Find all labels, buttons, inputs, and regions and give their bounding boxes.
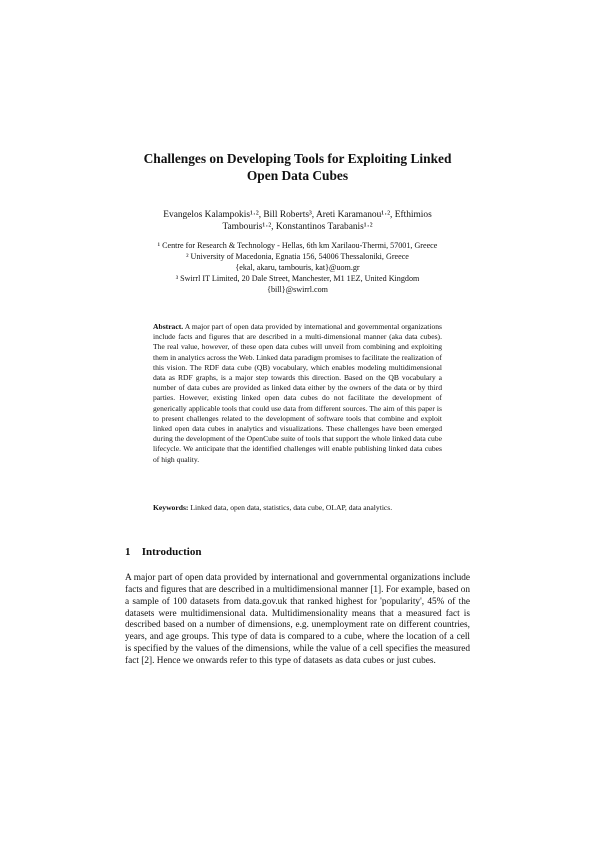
author-list [110,209,485,233]
affiliation-2-emails: {ekal, akaru, tambouris, kat}@uom.gr [235,263,360,272]
keywords-label: Keywords: [153,503,189,512]
affiliation-list [100,240,495,295]
section-paragraph: A major part of open data provided by international and governmental organizations include facts and figures that are described in a multidimensional manner [1]. For example, based on a sample of 100 datasets from data.gov.uk that ranked highest for 'popularity', 45% of the datasets were multidimensional data. Multidimensionality means that a measured fact is described based on a number of dimensions, e.g. unemployment rate on different countries, years, and age groups. This type of data is compared to a cube, where the location of a cell is specified by the values of the dimensions, while the value of a cell specifies the measured fact [2]. Hence we onwards refer to this type of datasets as data cubes or just cubes. [125,573,470,666]
section-title: Introduction [141,546,202,558]
affiliation-1: ¹ Centre for Research & Technology - Hellas, 6th km Xarilaou-Thermi, 57001, Greece [157,241,438,250]
title-line-2: Open Data Cubes [246,168,349,183]
author-line-2: Tambouris¹·², Konstantinos Tarabanis¹·² [222,222,373,232]
keywords [153,503,453,513]
author-line-1: Evangelos Kalampokis¹·², Bill Roberts³, Areti Karamanou¹·², Efthimios [163,210,432,220]
section-number: 1 [125,546,131,558]
affiliation-2: ² University of Macedonia, Egnatia 156, 54006 Thessaloniki, Greece [186,252,409,261]
abstract-text: A major part of open data provided by international and governmental organizations include facts and figures that are described in a multi-dimensional manner (aka data cubes). The real value, however, of these open data cubes will unveil from combining and exploiting them in analytics across the Web. Linked data paradigm promises to facilitate the realization of this vision. The RDF data cube (QB) vocabulary, which enables modeling multidimensional data as RDF graphs, is a major step towards this direction. Based on the QB vocabulary a number of data cubes are provided as linked data either by the owners of the data or by third parties. However, existing linked open data cubes do not facilitate the development of generically applicable tools that could use data from different sources. The aim of this paper is to present challenges related to the development of software tools that combine and exploit linked open data cubes in analytics and visualizations. These challenges have been emerged during the development of the OpenCube suite of tools that support the whole linked data cube lifecycle. We anticipate that the identified challenges will enable publishing linked data cubes of high quality. [153,322,442,464]
affiliation-3: ³ Swirrl IT Limited, 20 Dale Street, Manchester, M1 1EZ, United Kingdom [175,274,420,283]
abstract [153,322,442,465]
title-line-1: Challenges on Developing Tools for Exploiting Linked [143,151,452,166]
paper-title [100,150,495,184]
affiliation-3-emails: {bill}@swirrl.com [267,285,328,294]
abstract-label: Abstract. [153,322,184,331]
section-heading [125,545,470,559]
keywords-text: Linked data, open data, statistics, data cube, OLAP, data analytics. [190,503,393,512]
